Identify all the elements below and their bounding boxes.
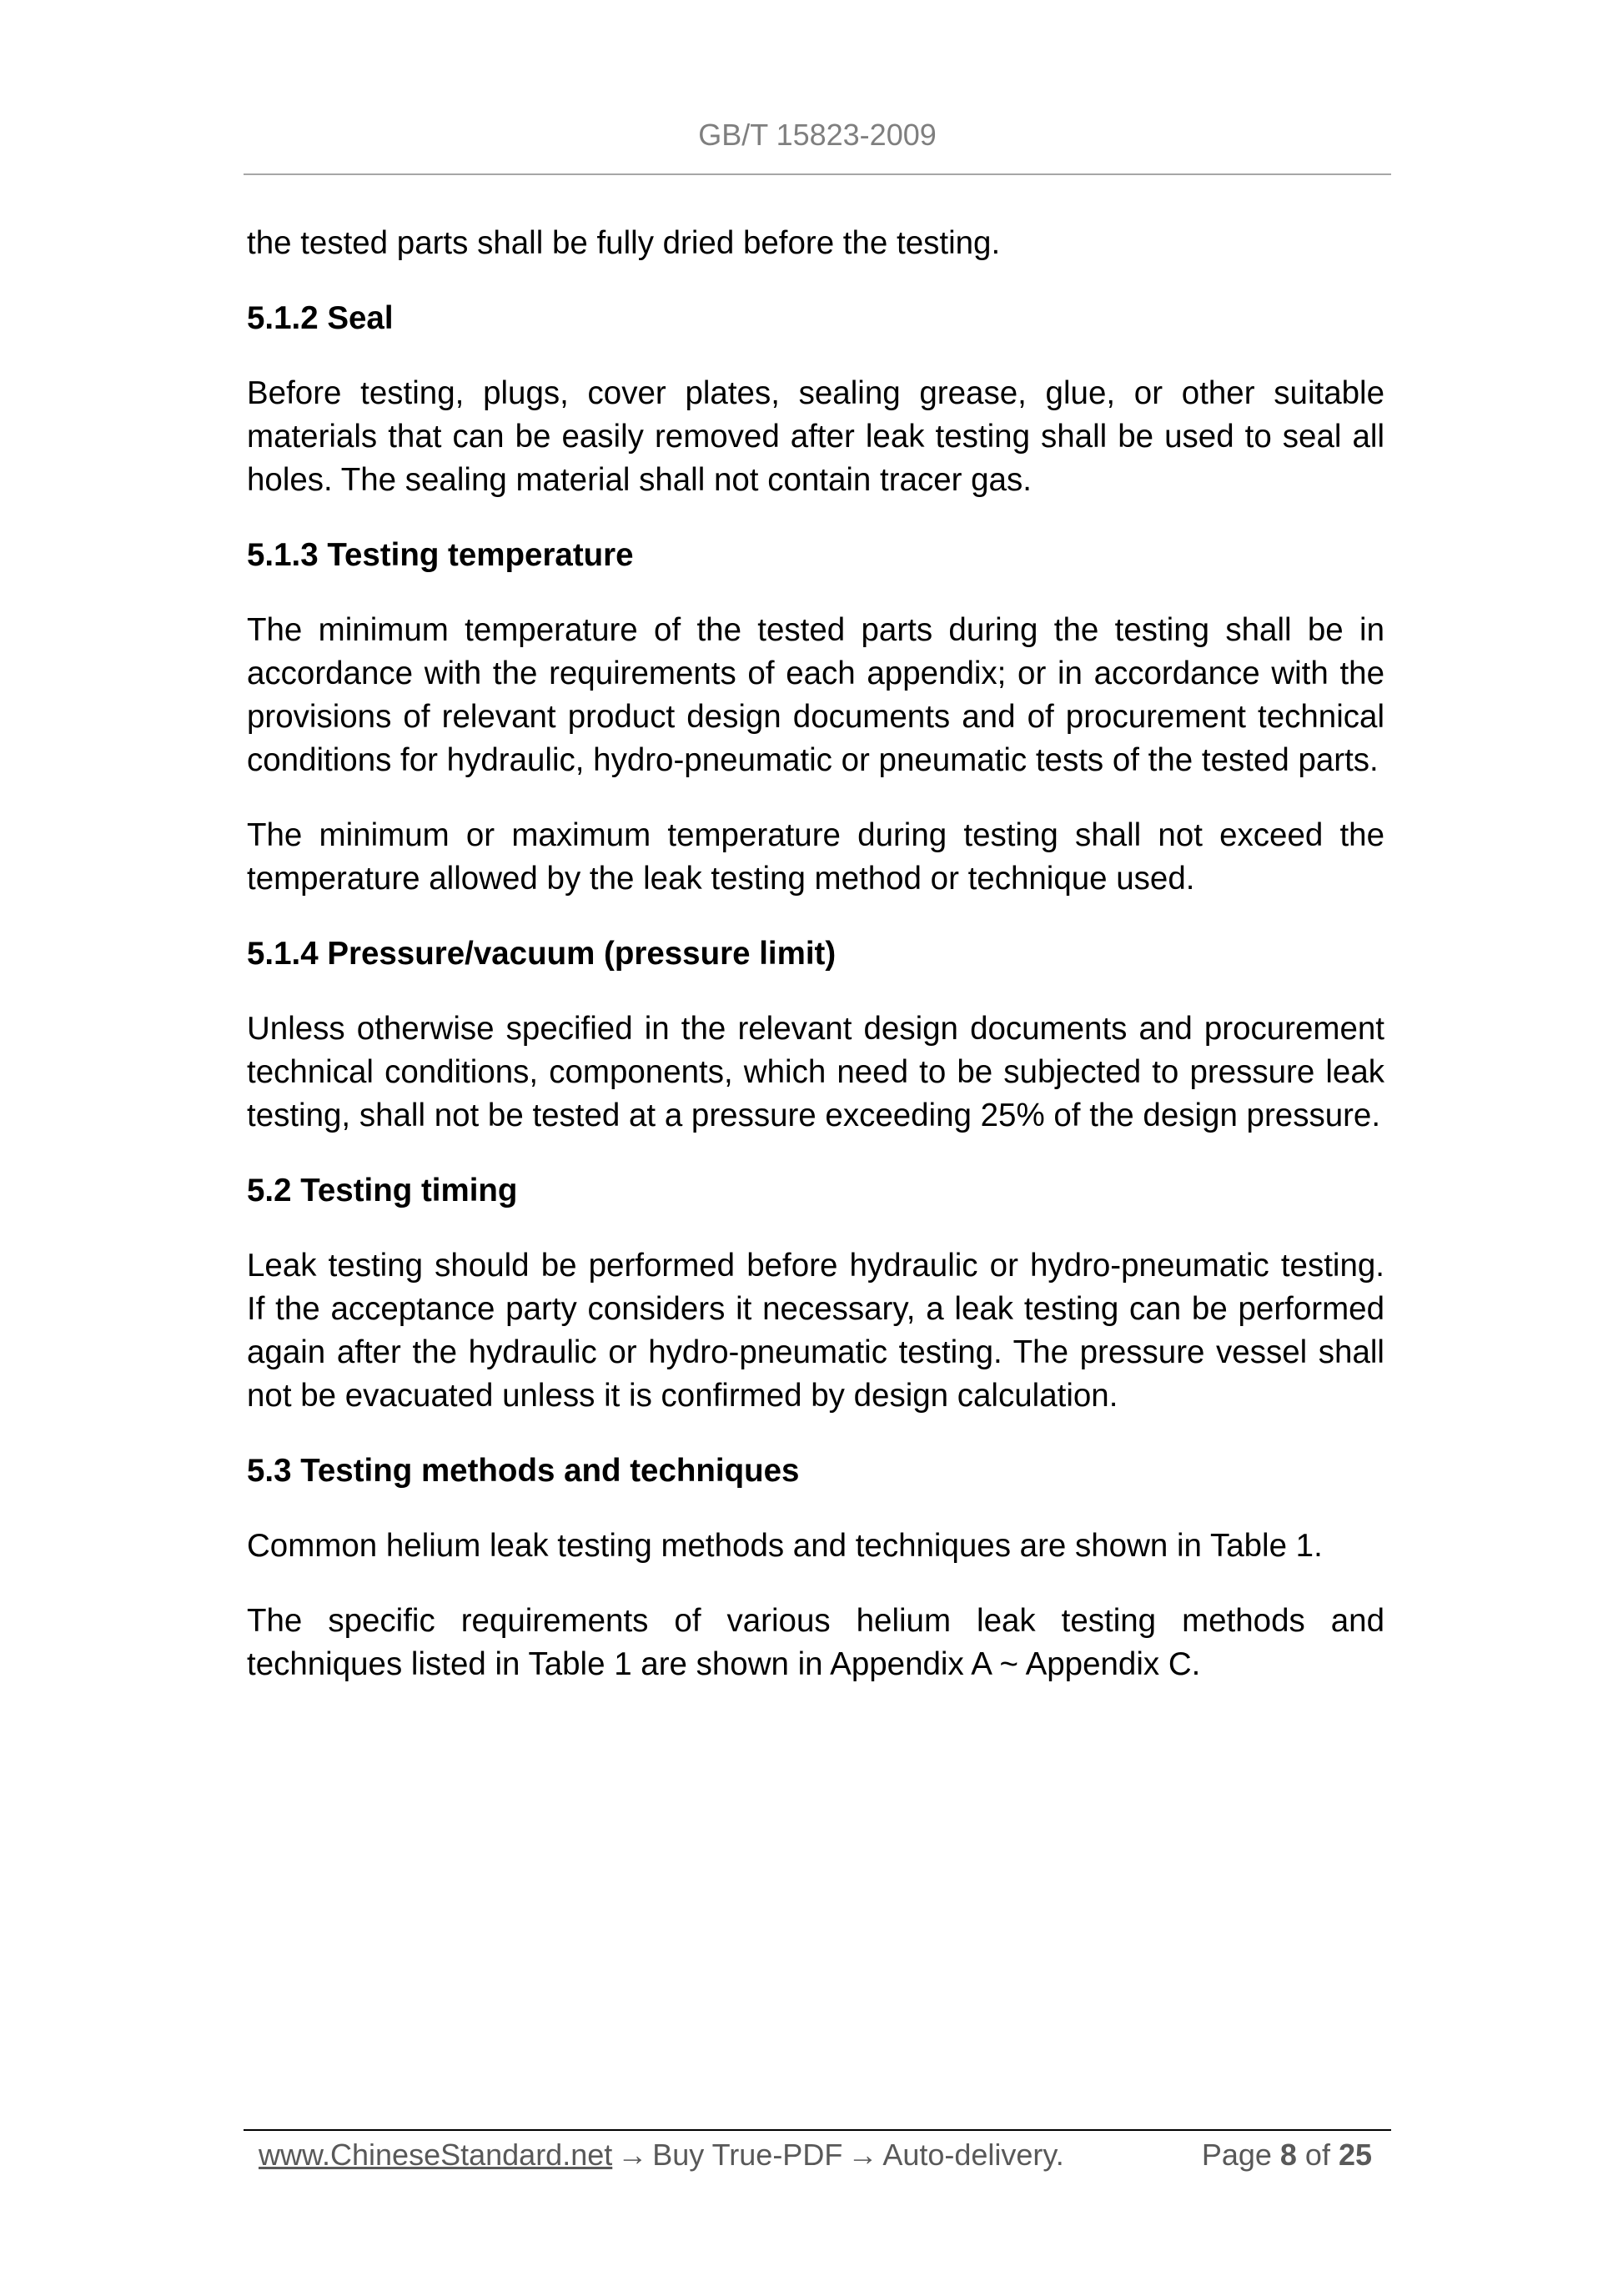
heading-5-3: 5.3 Testing methods and techniques — [247, 1453, 800, 1489]
page-footer — [259, 2133, 1380, 2177]
paragraph-intro: the tested parts shall be fully dried before the testing. — [247, 225, 1001, 261]
footer-promo — [259, 2133, 1064, 2177]
paragraph-5-1-2: Before testing, plugs, cover plates, sealing grease, glue, or other suitable materials that can be easily removed after leak testing shall be used to seal all holes. The sealing material shall not contain tracer gas. — [247, 375, 1384, 498]
paragraph-5-1-3-a: The minimum temperature of the tested parts during the testing shall be in accordance with the requirements of each appendix; or in accordance with the provisions of relevant product design documents and of procurement technical conditions for hydraulic, hydro-pneumatic or pneumatic tests of the tested parts. — [247, 612, 1384, 778]
page-number: 8 — [1279, 2138, 1297, 2172]
paragraph-5-1-4: Unless otherwise specified in the relevant design documents and procurement technical conditions, components, which need to be subjected to pressure leak testing, shall not be tested at a pressure exceeding 25% of the design pressure. — [247, 1011, 1384, 1133]
paragraph-5-3-b: The specific requirements of various helium leak testing methods and techniques listed in Table 1 are shown in Appendix A ~ Appendix C. — [247, 1603, 1384, 1682]
site-link[interactable]: www.ChineseStandard.net — [259, 2138, 613, 2172]
delivery-text: Auto-delivery. — [882, 2138, 1064, 2172]
arrow-right-icon: → — [847, 2138, 878, 2172]
header-divider — [244, 173, 1391, 175]
paragraph-5-3-a: Common helium leak testing methods and techniques are shown in Table 1. — [247, 1528, 1323, 1564]
buy-text: Buy True-PDF — [652, 2138, 843, 2172]
page-total: 25 — [1338, 2138, 1372, 2172]
page-word: Page — [1201, 2138, 1272, 2172]
paragraph-5-2: Leak testing should be performed before hydraulic or hydro-pneumatic testing. If the acceptance party considers it necessary, a leak testing can be performed again after the hydraulic or hydro-pneumatic testing. The pressure vessel shall not be evacuated unless it is confirmed by design calculation. — [247, 1248, 1384, 1414]
heading-5-2: 5.2 Testing timing — [247, 1173, 518, 1208]
page-indicator — [1202, 2133, 1380, 2177]
arrow-right-icon: → — [617, 2138, 648, 2172]
document-body — [247, 222, 1384, 1718]
document-code-header: GB/T 15823-2009 — [698, 118, 937, 152]
heading-5-1-4: 5.1.4 Pressure/vacuum (pressure limit) — [247, 936, 837, 972]
paragraph-5-1-3-b: The minimum or maximum temperature during testing shall not exceed the temperature allowed by the leak testing method or technique used. — [247, 817, 1384, 897]
footer-divider — [244, 2129, 1391, 2131]
heading-5-1-3: 5.1.3 Testing temperature — [247, 537, 634, 573]
of-word: of — [1304, 2138, 1330, 2172]
heading-5-1-2: 5.1.2 Seal — [247, 300, 394, 336]
